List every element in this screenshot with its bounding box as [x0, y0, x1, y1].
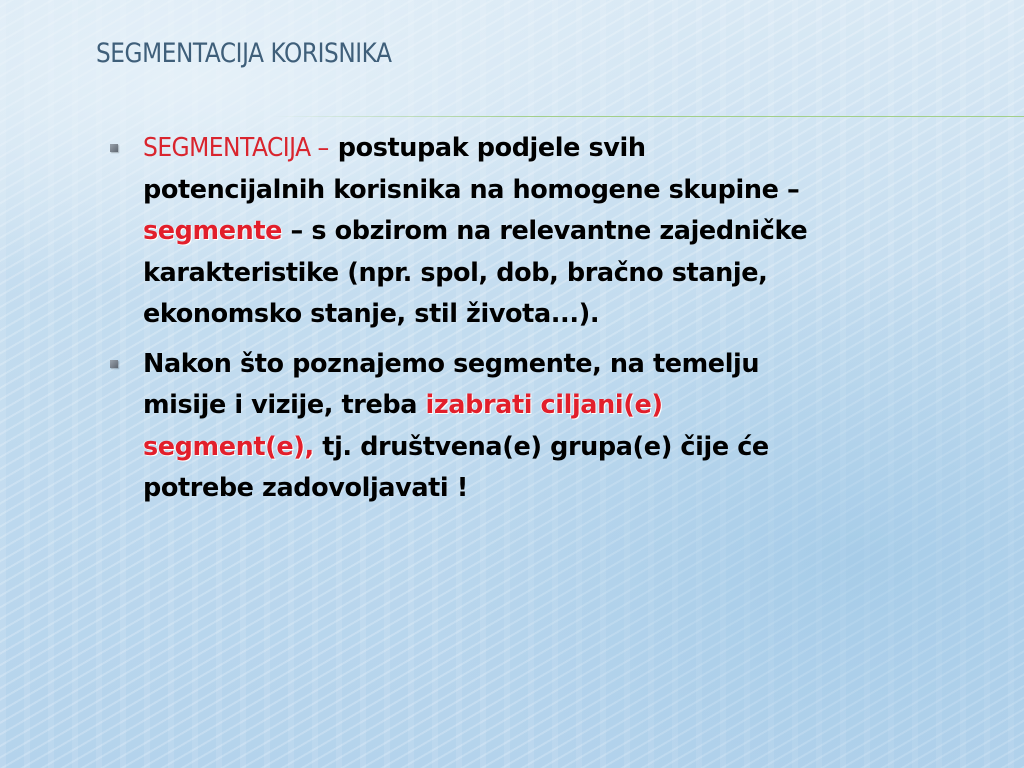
bullet-target-segment	[110, 344, 810, 510]
square-bullet-icon	[110, 144, 118, 152]
title-divider	[272, 116, 1024, 117]
highlight-target-segment: izabrati ciljani(e) segment(e),	[143, 390, 663, 462]
slide-content	[110, 128, 810, 510]
bullet-text: – s obzirom na relevantne zajedničke karakteristike (npr. spol, dob, bračno stanje, ekonomsko stanje, stil života...).	[143, 216, 808, 329]
bullet-text: Nakon što poznajemo segmente, na temelju misije i vizije, treba	[143, 348, 760, 420]
slide-title: SEGMENTACIJA KORISNIKA	[96, 38, 392, 69]
highlight-segmente: segmente	[143, 216, 283, 246]
bullet-text: postupak podjele svih potencijalnih korisnika na homogene skupine –	[143, 133, 800, 205]
term-segmentacija: SEGMENTACIJA –	[143, 133, 329, 163]
square-bullet-icon	[110, 360, 118, 368]
bullet-segmentation-definition	[110, 128, 810, 336]
bullet-text: tj. društvena(e) grupa(e) čije će potrebe zadovoljavati !	[143, 431, 769, 503]
